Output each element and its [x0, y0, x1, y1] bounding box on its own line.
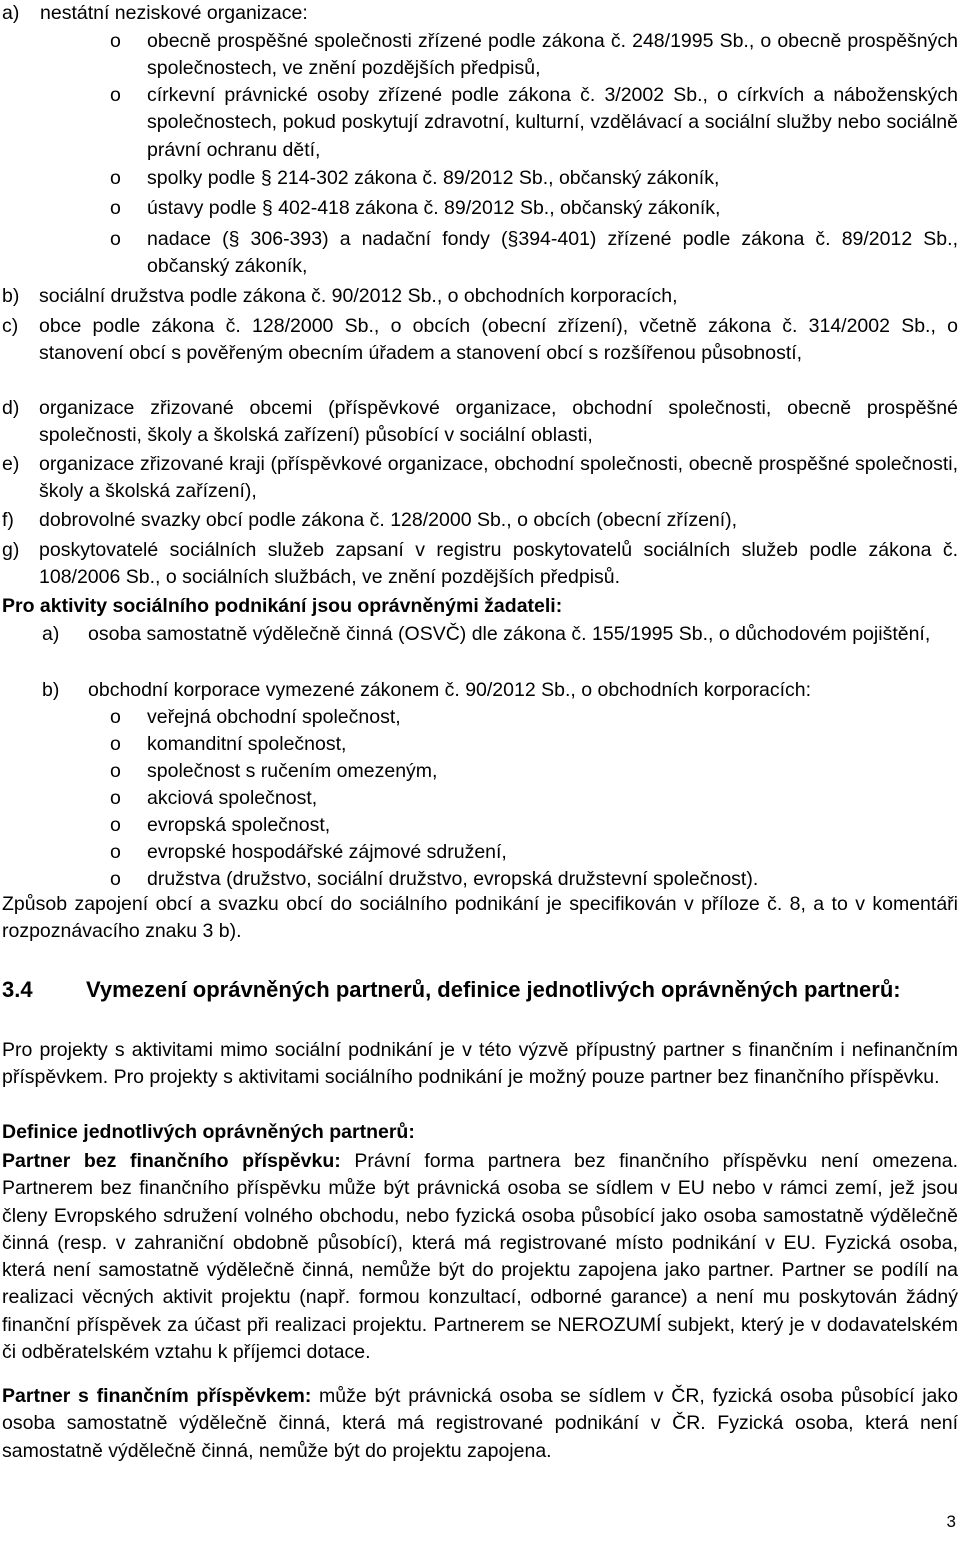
corp-item-text: akciová společnost,	[147, 787, 318, 809]
sub-list-item	[110, 195, 958, 222]
bullet-marker: o	[110, 228, 121, 250]
business-heading: Pro aktivity sociálního podnikání jsou oprávněnými žadateli:	[2, 595, 563, 617]
corp-item-text: komanditní společnost,	[147, 733, 347, 755]
page-number: 3	[946, 1512, 956, 1531]
list-item-f	[2, 507, 958, 534]
sub-list-item-text: obecně prospěšné společnosti zřízené podle zákona č. 248/1995 Sb., o obecně prospěšných společnostech, ve znění pozdějších předpisů,	[147, 30, 958, 80]
sub-list-item-text: nadace (§ 306-393) a nadační fondy (§394-401) zřízené podle zákona č. 89/2012 Sb., občanský zákoník,	[147, 228, 958, 278]
list-item-text: dobrovolné svazky obcí podle zákona č. 128/2000 Sb., o obcích (obecní zřízení),	[39, 509, 738, 531]
list-item-text: sociální družstva podle zákona č. 90/2012 Sb., o obchodních korporacích,	[39, 285, 678, 307]
sub-list-item-text: ústavy podle § 402-418 zákona č. 89/2012 Sb., občanský zákoník,	[147, 197, 721, 219]
bullet-marker: o	[110, 84, 121, 106]
section-heading	[2, 976, 958, 1004]
list-marker: d)	[2, 397, 20, 419]
corp-item	[110, 812, 958, 839]
business-item-b	[42, 677, 958, 704]
bullet-marker: o	[110, 197, 121, 219]
list-item-c	[2, 313, 958, 368]
sub-list-item	[110, 82, 958, 164]
corp-item	[110, 785, 958, 812]
list-item-e	[2, 451, 958, 506]
sub-list-item	[110, 28, 958, 83]
list-item-d	[2, 395, 958, 450]
business-item-a	[42, 621, 958, 648]
list-marker: b)	[2, 285, 20, 307]
list-item-text: poskytovatelé sociálních služeb zapsaní v registru poskytovatelů sociálních služeb podle zákona č. 108/2006 Sb., o sociálních službách, ve znění pozdějších předpisů.	[39, 539, 958, 589]
list-item-text: organizace zřizované obcemi (příspěvkové organizace, obchodní společnosti, obecně prospěšné společnosti, školy a školská zařízení) působící v sociální oblasti,	[39, 397, 958, 447]
list-marker: a)	[42, 623, 60, 645]
sub-list-item-text: spolky podle § 214-302 zákona č. 89/2012 Sb., občanský zákoník,	[147, 167, 720, 189]
section-title: Vymezení oprávněných partnerů, definice jednotlivých oprávněných partnerů:	[86, 977, 901, 1002]
corp-item-text: evropské hospodářské zájmové sdružení,	[147, 841, 507, 863]
bullet-marker: o	[110, 167, 121, 189]
bullet-marker: o	[110, 814, 121, 836]
list-item-text: obchodní korporace vymezené zákonem č. 90/2012 Sb., o obchodních korporacích:	[88, 679, 812, 701]
partner-bez-label: Partner bez finančního příspěvku:	[2, 1150, 341, 1172]
bullet-marker: o	[110, 787, 121, 809]
bullet-marker: o	[110, 30, 121, 52]
corp-item-text: evropská společnost,	[147, 814, 331, 836]
corp-item-text: společnost s ručením omezeným,	[147, 760, 438, 782]
bullet-marker: o	[110, 841, 121, 863]
list-marker: a)	[2, 2, 20, 24]
sub-list-item	[110, 165, 958, 192]
corp-item	[110, 731, 958, 758]
list-item-g	[2, 537, 958, 592]
corp-item-text: veřejná obchodní společnost,	[147, 706, 401, 728]
partner-bez-text: Právní forma partnera bez finančního příspěvku není omezena. Partnerem bez finančního příspěvku může být právnická osoba se sídlem v EU nebo v rámci zemí, jež jsou členy Evropského sdružení volného obchodu, nebo fyzická osoba působící jako osoba samostatně výdělečně činná (resp. v zahraniční obdobně působící), která má registrované místo podnikání v EU. Fyzická osoba, která není samostatně výdělečně činná, nemůže být do projektu zapojena jako partner. Partner se podílí na realizaci věcných aktivit projektu (např. formou konzultací, odborné garance) a není mu poskytován žádný finanční příspěvek za účast při realizaci projektu. Partnerem se NEROZUMÍ subjekt, který je v dodavatelském či odběratelském vztahu k příjemci dotace.	[2, 1150, 959, 1364]
list-item-text: osoba samostatně výdělečně činná (OSVČ) dle zákona č. 155/1995 Sb., o důchodovém pojištění,	[88, 623, 931, 645]
bullet-marker: o	[110, 706, 121, 728]
list-marker: f)	[2, 509, 14, 531]
corp-item	[110, 839, 958, 866]
list-marker: c)	[2, 315, 19, 337]
list-item-b	[2, 283, 958, 310]
paragraph-projekty: Pro projekty s aktivitami mimo sociální podnikání je v této výzvě přípustný partner s finančním i nefinančním příspěvkem. Pro projekty s aktivitami sociálního podnikání je možný pouze partner bez finančního příspěvku.	[2, 1039, 958, 1089]
corp-item	[110, 866, 958, 893]
list-item-text: organizace zřizované kraji (příspěvkové organizace, obchodní společnosti, obecně prospěšné společnosti, školy a školská zařízení),	[39, 453, 958, 503]
bullet-marker: o	[110, 868, 121, 890]
partner-s-label: Partner s finančním příspěvkem:	[2, 1385, 312, 1407]
list-item-a	[2, 0, 958, 27]
list-marker: b)	[42, 679, 60, 701]
sub-list-item-text: církevní právnické osoby zřízené podle zákona č. 3/2002 Sb., o církvích a náboženských společnostech, pokud poskytují zdravotní, kulturní, vzdělávací a sociální služby nebo sociálně právní ochranu dětí,	[147, 84, 958, 161]
corp-item	[110, 704, 958, 731]
paragraph-partner-s	[2, 1383, 958, 1465]
list-item-text: nestátní neziskové organizace:	[40, 2, 308, 24]
paragraph-partner-bez	[2, 1148, 958, 1366]
list-marker: e)	[2, 453, 20, 475]
list-item-text: obce podle zákona č. 128/2000 Sb., o obcích (obecní zřízení), včetně zákona č. 314/2002 Sb., o stanovení obcí s pověřeným obecním úřadem a stanovení obcí s rozšířenou působností,	[39, 315, 958, 365]
corp-item	[110, 758, 958, 785]
definice-heading: Definice jednotlivých oprávněných partnerů:	[2, 1121, 415, 1143]
list-marker: g)	[2, 539, 20, 561]
section-number: 3.4	[2, 977, 33, 1002]
partner-s-text: může být právnická osoba se sídlem v ČR, fyzická osoba působící jako osoba samostatně výdělečně činná, která má registrované podnikání v ČR. Fyzická osoba, která není samostatně výdělečně činná, nemůže být do projektu zapojena.	[2, 1385, 958, 1462]
sub-list-item	[110, 226, 958, 281]
bullet-marker: o	[110, 733, 121, 755]
paragraph-zpusob: Způsob zapojení obcí a svazku obcí do sociálního podnikání je specifikován v příloze č. 8, a to v komentáři rozpoznávacího znaku 3 b).	[2, 893, 958, 943]
bullet-marker: o	[110, 760, 121, 782]
corp-item-text: družstva (družstvo, sociální družstvo, evropská družstevní společnost).	[147, 868, 759, 890]
